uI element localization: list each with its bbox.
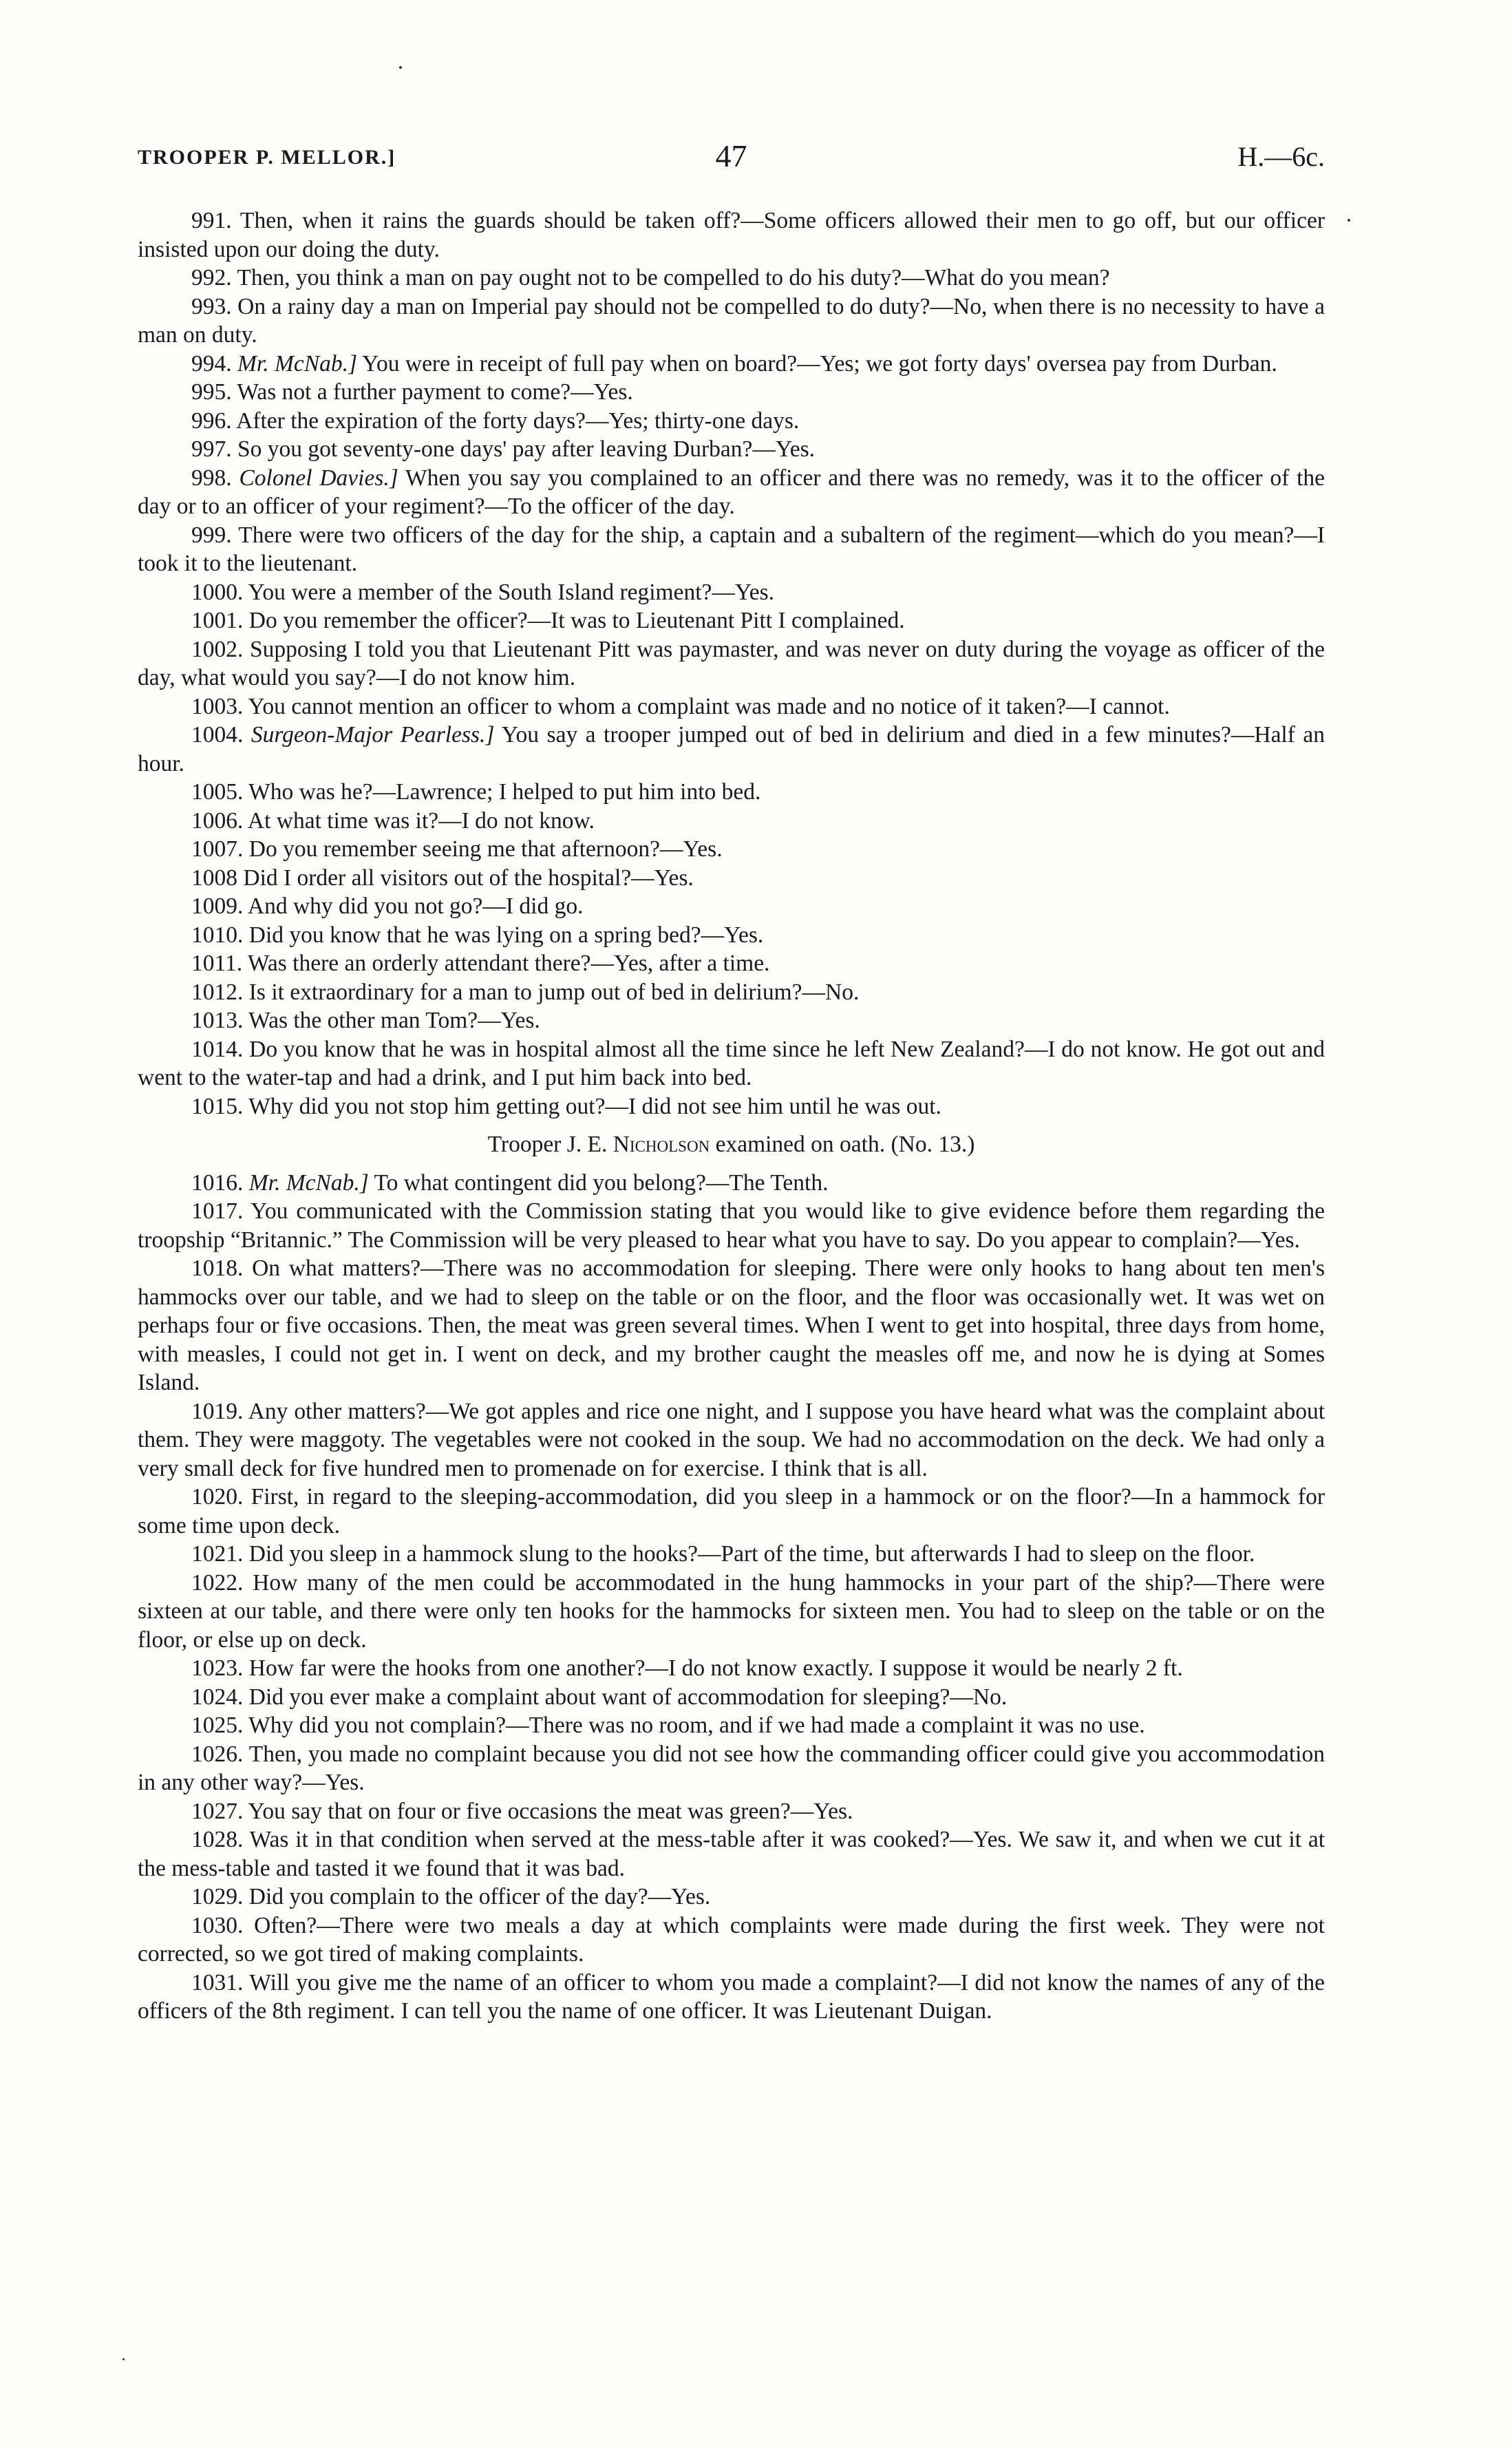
question-text: You say a trooper jumped out of bed in delirium and died in a few minutes?—Half an hour. xyxy=(138,722,1325,776)
question-paragraph xyxy=(138,1169,1325,1198)
question-paragraph xyxy=(138,892,1325,921)
question-paragraph xyxy=(138,1711,1325,1740)
question-text: Supposing I told you that Lieutenant Pitt was paymaster, and was never on duty during the voyage as officer of the day, what would you say?—I do not know him. xyxy=(138,636,1325,690)
question-number: 998. xyxy=(191,465,232,491)
question-number: 997. xyxy=(191,436,232,462)
question-text: You were a member of the South Island regiment?—Yes. xyxy=(248,579,775,605)
question-number: 1020. xyxy=(191,1484,244,1509)
question-paragraph xyxy=(138,407,1325,436)
question-paragraph xyxy=(138,921,1325,950)
question-number: 1029. xyxy=(191,1884,244,1909)
question-text: You were in receipt of full pay when on board?—Yes; we got forty days' oversea pay from Durban. xyxy=(362,350,1277,377)
question-paragraph xyxy=(138,1969,1325,2026)
question-text: First, in regard to the sleeping-accommodation, did you sleep in a hammock or on the floor?—In a hammock for some time upon deck. xyxy=(138,1484,1325,1538)
question-number: 1017. xyxy=(191,1198,244,1224)
question-number: 1025. xyxy=(191,1713,244,1738)
question-number: 996. xyxy=(191,407,232,434)
question-paragraph xyxy=(138,1654,1325,1683)
question-number: 1024. xyxy=(191,1684,244,1710)
scan-speck xyxy=(123,2358,125,2360)
question-paragraph xyxy=(138,350,1325,379)
question-paragraph xyxy=(138,692,1325,721)
question-text: Why did you not complain?—There was no room, and if we had made a complaint it was no use. xyxy=(248,1713,1145,1738)
speaker-name: Surgeon-Major Pearless.] xyxy=(251,722,495,748)
question-text: On a rainy day a man on Imperial pay should not be compelled to do duty?—No, when there is no necessity to have a man on duty. xyxy=(138,293,1325,348)
document-body xyxy=(138,206,1325,2026)
question-number: 1005. xyxy=(191,779,244,805)
question-paragraph xyxy=(138,1825,1325,1883)
header-reference: H.—6c. xyxy=(1237,141,1325,172)
question-text: Is it extraordinary for a man to jump out of bed in delirium?—No. xyxy=(248,979,860,1005)
question-number: 1016. xyxy=(191,1169,244,1196)
question-paragraph xyxy=(138,264,1325,293)
question-text: You communicated with the Commission stating that you would like to give evidence before them regarding the troopship “Britannic.” The Commission will be very pleased to hear what you have to say. Do you appear to complain?—Yes. xyxy=(138,1198,1325,1253)
question-paragraph xyxy=(138,807,1325,836)
question-paragraph xyxy=(138,1035,1325,1092)
question-text: Any other matters?—We got apples and rice one night, and I suppose you have heard what was the complaint about them. They were maggoty. The vegetables were not cooked in the soup. We had no accommodation on the deck. We had only a very small deck for five hundred men to promenade on for exercise. I think that is all. xyxy=(138,1398,1325,1481)
question-text: Do you remember seeing me that afternoon?—Yes. xyxy=(248,836,723,862)
question-paragraph xyxy=(138,1397,1325,1483)
question-text: Did you know that he was lying on a spring bed?—Yes. xyxy=(248,922,764,948)
question-text: And why did you not go?—I did go. xyxy=(247,893,584,919)
question-paragraph xyxy=(138,378,1325,407)
question-number: 1027. xyxy=(191,1798,244,1824)
question-text: You cannot mention an officer to whom a complaint was made and no notice of it taken?—I cannot. xyxy=(248,693,1170,719)
question-text: At what time was it?—I do not know. xyxy=(247,807,595,834)
question-text: Do you remember the officer?—It was to Lieutenant Pitt I complained. xyxy=(248,608,905,633)
question-number: 1012. xyxy=(191,979,244,1005)
question-number: 1019. xyxy=(191,1398,244,1424)
question-text: Did you ever make a complaint about want of accommodation for sleeping?—No. xyxy=(248,1684,1008,1710)
question-number: 992. xyxy=(191,265,232,290)
question-text: After the expiration of the forty days?—Yes; thirty-one days. xyxy=(236,407,800,434)
question-paragraph xyxy=(138,1683,1325,1712)
question-text: Do you know that he was in hospital almost all the time since he left New Zealand?—I do not know. He got out and went to the water-tap and had a drink, and I put him back into bed. xyxy=(138,1036,1325,1090)
scan-speck xyxy=(1348,219,1350,222)
question-paragraph xyxy=(138,1483,1325,1540)
question-paragraph xyxy=(138,521,1325,578)
question-text: Then, when it rains the guards should be taken off?—Some officers allowed their men to go off, but our officer insisted upon our doing the duty. xyxy=(138,208,1325,262)
question-paragraph xyxy=(138,778,1325,807)
question-paragraph xyxy=(138,864,1325,893)
speaker-name: Colonel Davies.] xyxy=(239,465,398,491)
question-number: 1010. xyxy=(191,922,244,948)
testimony-mellor xyxy=(138,206,1325,1121)
speaker-name: Mr. McNab.] xyxy=(248,1169,369,1196)
question-number: 995. xyxy=(191,379,232,405)
question-text: Will you give me the name of an officer to whom you made a complaint?—I did not know the names of any of the officers of the 8th regiment. I can tell you the name of one officer. It was Lieutenant Duigan. xyxy=(138,1969,1325,2024)
header-witness: TROOPER P. MELLOR.] xyxy=(138,146,396,169)
question-text: Did you complain to the officer of the day?—Yes. xyxy=(248,1884,711,1909)
question-paragraph xyxy=(138,978,1325,1007)
question-text: Did you sleep in a hammock slung to the hooks?—Part of the time, but afterwards I had to sleep on the floor. xyxy=(248,1541,1255,1567)
scan-speck xyxy=(399,66,402,69)
question-number: 1018. xyxy=(191,1256,244,1281)
question-number: 1030. xyxy=(191,1912,244,1938)
question-number: 1015. xyxy=(191,1093,244,1119)
question-paragraph xyxy=(138,606,1325,635)
question-number: 1001. xyxy=(191,608,244,633)
question-paragraph xyxy=(138,1540,1325,1569)
question-paragraph xyxy=(138,1092,1325,1121)
question-number: 999. xyxy=(191,522,232,548)
question-number: 1026. xyxy=(191,1741,244,1767)
question-number: 993. xyxy=(191,293,232,319)
section-heading xyxy=(138,1130,1325,1159)
question-text: Often?—There were two meals a day at which complaints were made during the first week. They were not corrected, so we got tired of making complaints. xyxy=(138,1912,1325,1967)
question-number: 994. xyxy=(191,350,232,377)
question-paragraph xyxy=(138,1006,1325,1035)
question-paragraph xyxy=(138,293,1325,350)
question-number: 1008 xyxy=(191,865,237,891)
question-number: 1014. xyxy=(191,1036,244,1062)
question-number: 1004. xyxy=(191,722,244,748)
question-number: 1011. xyxy=(191,951,243,976)
question-text: You say that on four or five occasions the meat was green?—Yes. xyxy=(248,1798,853,1824)
section-heading-name: Nicholson xyxy=(613,1132,710,1157)
question-number: 1003. xyxy=(191,693,244,719)
question-text: Did I order all visitors out of the hospital?—Yes. xyxy=(243,865,694,891)
question-number: 1013. xyxy=(191,1008,244,1033)
section-heading-prefix: Trooper J. E. xyxy=(487,1132,608,1157)
question-paragraph xyxy=(138,1883,1325,1911)
question-number: 1022. xyxy=(191,1569,244,1596)
question-number: 1006. xyxy=(191,807,244,834)
question-paragraph xyxy=(138,206,1325,264)
page-number: 47 xyxy=(715,138,747,173)
question-number: 1028. xyxy=(191,1827,244,1852)
question-paragraph xyxy=(138,1254,1325,1397)
question-text: Was not a further payment to come?—Yes. xyxy=(237,379,633,405)
question-text: There were two officers of the day for the ship, a captain and a subaltern of the regiment—which do you mean?—I took it to the lieutenant. xyxy=(138,522,1325,576)
question-paragraph xyxy=(138,635,1325,692)
question-paragraph xyxy=(138,435,1325,464)
question-text: Was there an orderly attendant there?—Yes, after a time. xyxy=(247,951,770,976)
question-text: Who was he?—Lawrence; I helped to put him into bed. xyxy=(248,779,761,805)
question-number: 1007. xyxy=(191,836,244,862)
question-paragraph xyxy=(138,464,1325,521)
question-number: 1000. xyxy=(191,579,244,605)
question-paragraph xyxy=(138,1740,1325,1797)
question-paragraph xyxy=(138,835,1325,864)
question-paragraph xyxy=(138,1197,1325,1254)
question-paragraph xyxy=(138,578,1325,607)
testimony-nicholson xyxy=(138,1169,1325,2026)
question-text: Was it in that condition when served at the mess-table after it was cooked?—Yes. We saw it, and when we cut it at the mess-table and tasted it we found that it was bad. xyxy=(138,1827,1325,1881)
page-header xyxy=(138,138,1325,179)
question-text: When you say you complained to an officer and there was no remedy, was it to the officer of the day or to an officer of your regiment?—To the officer of the day. xyxy=(138,465,1325,519)
speaker-name: Mr. McNab.] xyxy=(237,350,358,377)
section-heading-suffix: examined on oath. (No. 13.) xyxy=(715,1132,975,1157)
question-number: 1002. xyxy=(191,636,244,662)
question-paragraph xyxy=(138,1911,1325,1969)
question-number: 1023. xyxy=(191,1655,244,1681)
question-paragraph xyxy=(138,721,1325,778)
question-text: Then, you think a man on pay ought not to be compelled to do his duty?—What do you mean? xyxy=(237,265,1110,290)
question-text: Why did you not stop him getting out?—I did not see him until he was out. xyxy=(248,1093,941,1119)
question-number: 1009. xyxy=(191,893,244,919)
question-paragraph xyxy=(138,949,1325,978)
question-text: Was the other man Tom?—Yes. xyxy=(248,1008,540,1033)
question-number: 991. xyxy=(191,208,232,233)
question-text: Then, you made no complaint because you did not see how the commanding officer could give you accommodation in any other way?—Yes. xyxy=(138,1741,1325,1795)
question-text: So you got seventy-one days' pay after leaving Durban?—Yes. xyxy=(237,436,816,462)
question-text: How far were the hooks from one another?—I do not know exactly. I suppose it would be nearly 2 ft. xyxy=(248,1655,1183,1681)
question-text: How many of the men could be accommodated in the hung hammocks in your part of the ship?—There were sixteen at our table, and there were only ten hooks for the hammocks for sixteen men. You had to sleep on the table or on the floor, or else up on deck. xyxy=(138,1569,1325,1653)
question-paragraph xyxy=(138,1797,1325,1826)
question-text: To what contingent did you belong?—The Tenth. xyxy=(374,1169,829,1196)
question-number: 1021. xyxy=(191,1541,244,1567)
question-number: 1031. xyxy=(191,1969,244,1995)
question-paragraph xyxy=(138,1569,1325,1655)
question-text: On what matters?—There was no accommodation for sleeping. There were only hooks to hang about ten men's hammocks over our table, and we had to sleep on the table or on the floor, and the floor was occasionally wet. It was wet on perhaps four or five occasions. Then, the meat was green several times. When I went to get into hospital, three days from home, with measles, I could not get in. I went on deck, and my brother caught the measles off me, and now he is dying at Somes Island. xyxy=(138,1256,1325,1395)
